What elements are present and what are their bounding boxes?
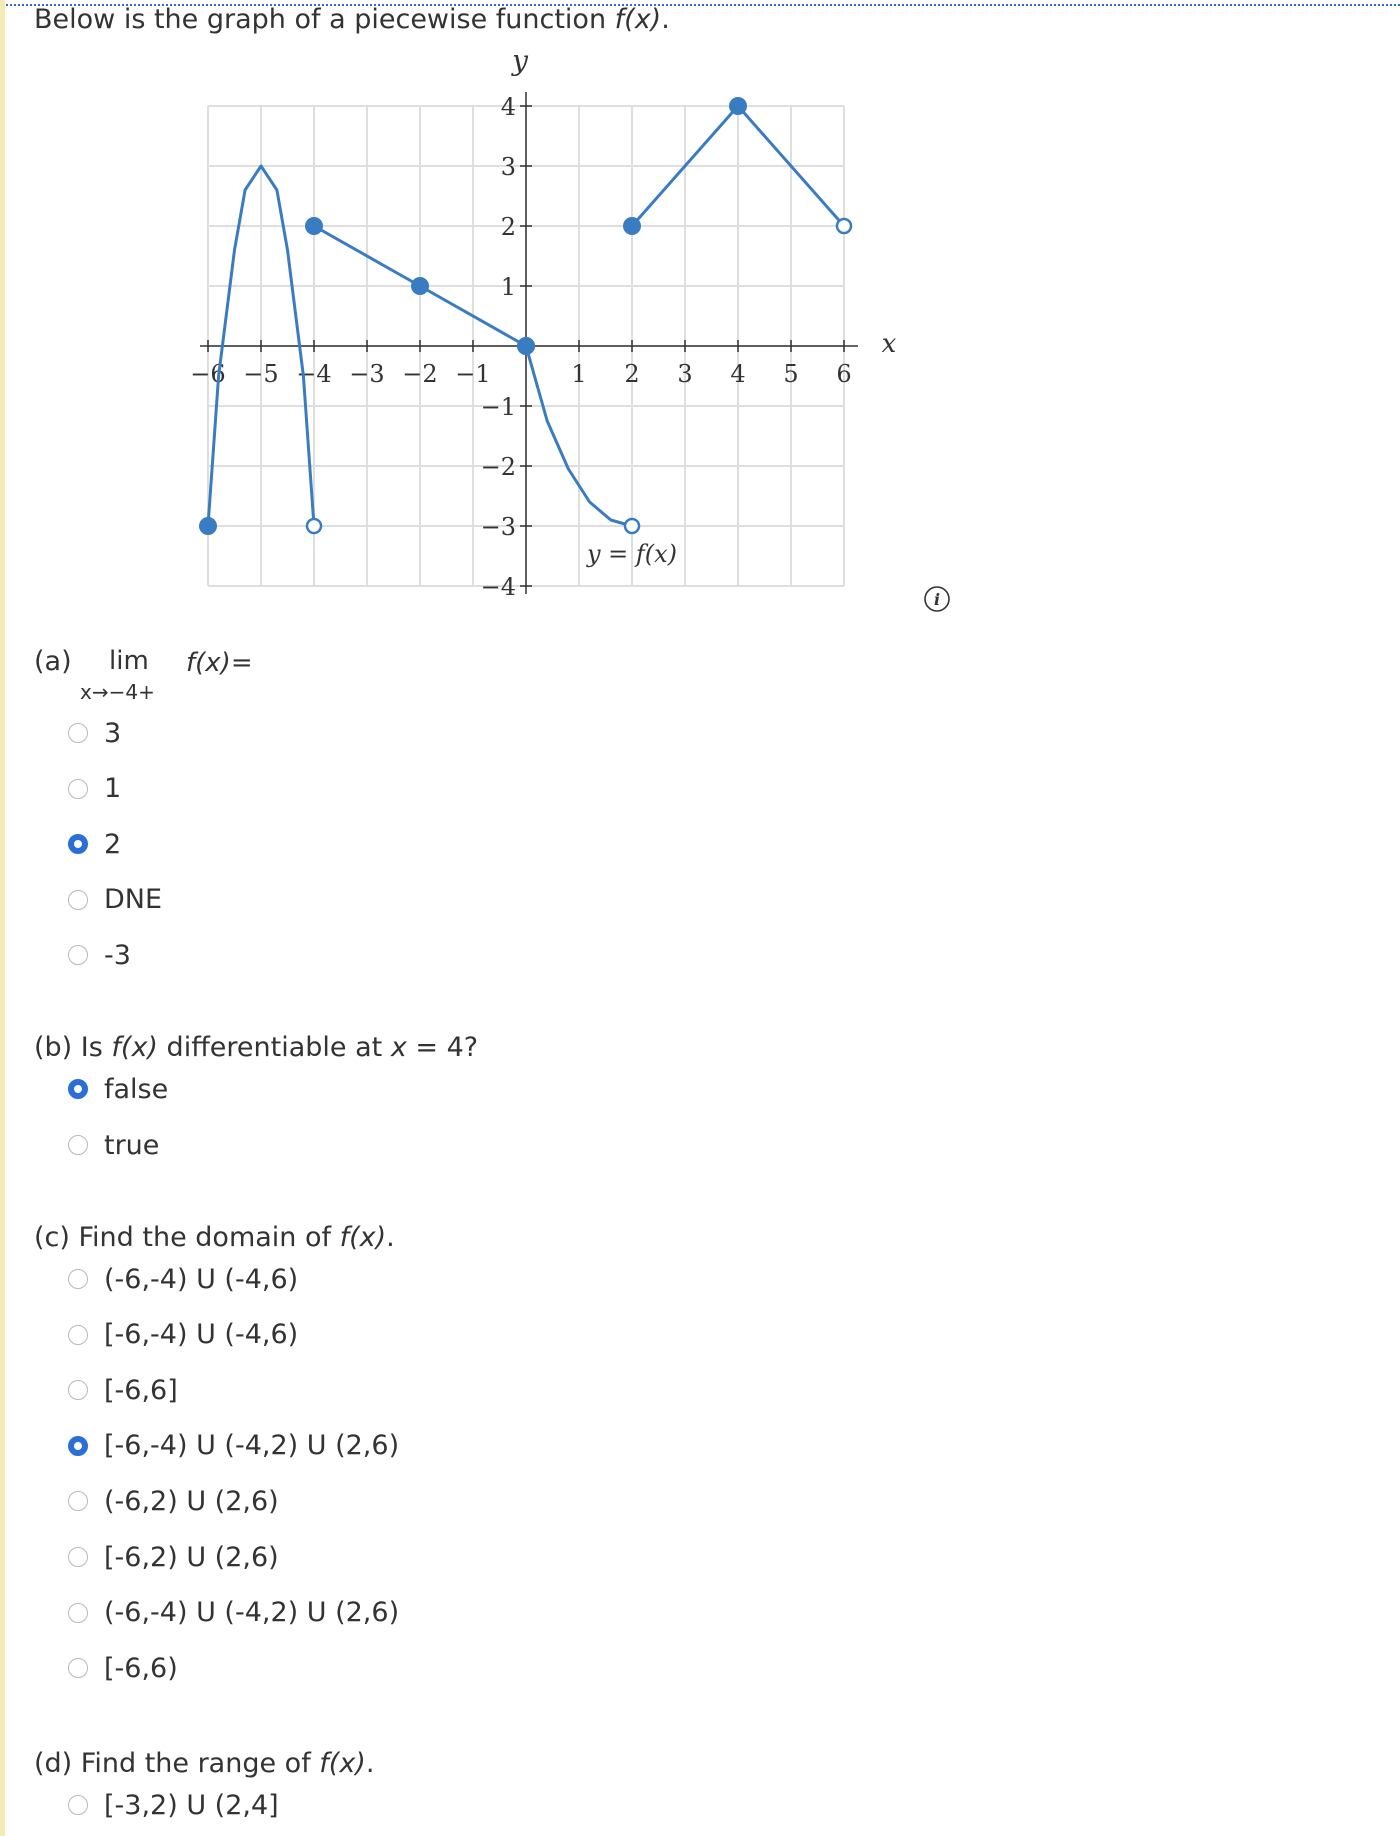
limit-subscript: x→−4+ xyxy=(80,680,155,704)
radio-button[interactable] xyxy=(68,1436,88,1456)
y-tick-label: −3 xyxy=(480,513,516,541)
y-axis-label: y xyxy=(512,44,528,77)
x-tick-label: −1 xyxy=(455,360,491,388)
question-d-prefix: (d) Find the range of xyxy=(34,1748,320,1779)
option-label: [-6,6) xyxy=(104,1652,178,1684)
option-label: true xyxy=(104,1129,160,1161)
radio-button[interactable] xyxy=(68,834,88,854)
question-b-var: x xyxy=(390,1032,407,1063)
question-c-label xyxy=(34,1222,395,1253)
option-label: [-6,-4) U (-4,2) U (2,6) xyxy=(104,1430,400,1462)
radio-button[interactable] xyxy=(68,1658,88,1678)
option-label: (-6,2) U (2,6) xyxy=(104,1485,279,1517)
y-tick-label: 4 xyxy=(500,93,516,121)
limit-function xyxy=(186,648,253,678)
question-c-func: f(x) xyxy=(339,1222,387,1253)
y-tick-label: −1 xyxy=(480,393,516,421)
open-endpoint xyxy=(837,219,851,233)
open-endpoint xyxy=(307,519,321,533)
limit-word: lim xyxy=(109,646,149,676)
x-tick-label: −2 xyxy=(402,360,438,388)
option-label: (-6,-4) U (-4,6) xyxy=(104,1263,299,1295)
intro-text: Below is the graph of a piecewise function xyxy=(34,4,615,35)
closed-endpoint xyxy=(623,217,641,235)
question-c-option[interactable] xyxy=(68,1262,298,1296)
option-label: [-3,2) U (2,4] xyxy=(104,1789,279,1821)
option-label: false xyxy=(104,1073,169,1105)
question-b-label xyxy=(34,1032,478,1063)
closed-endpoint xyxy=(517,337,535,355)
question-c-option[interactable] xyxy=(68,1540,279,1574)
option-label: [-6,-4) U (-4,6) xyxy=(104,1319,299,1351)
radio-button[interactable] xyxy=(68,1135,88,1155)
radio-button[interactable] xyxy=(68,1603,88,1623)
x-tick-label: 1 xyxy=(571,360,587,388)
question-b-option[interactable] xyxy=(68,1128,159,1162)
option-label: DNE xyxy=(104,884,163,916)
question-d-label xyxy=(34,1748,374,1779)
question-a-option[interactable] xyxy=(68,883,162,917)
intro-period: . xyxy=(661,4,670,35)
question-b-mid: differentiable at xyxy=(157,1032,391,1063)
question-c-prefix: (c) Find the domain of xyxy=(34,1222,340,1253)
x-tick-label: −5 xyxy=(243,360,279,388)
marked-point xyxy=(411,277,429,295)
y-tick-label: 1 xyxy=(500,273,516,301)
option-label: [-6,6] xyxy=(104,1374,178,1406)
question-b-option[interactable] xyxy=(68,1072,168,1106)
radio-button[interactable] xyxy=(68,1269,88,1289)
limit-function-text: f(x)= xyxy=(186,648,253,678)
radio-button[interactable] xyxy=(68,1547,88,1567)
question-c-option[interactable] xyxy=(68,1484,279,1518)
question-c-option[interactable] xyxy=(68,1596,399,1630)
x-tick-label: 2 xyxy=(624,360,640,388)
piecewise-graph xyxy=(170,40,897,620)
marked-point xyxy=(729,97,747,115)
question-c-option[interactable] xyxy=(68,1373,178,1407)
radio-button[interactable] xyxy=(68,890,88,910)
radio-button[interactable] xyxy=(68,945,88,965)
question-a-option[interactable] xyxy=(68,827,121,861)
open-endpoint xyxy=(625,519,639,533)
option-label: 2 xyxy=(104,828,122,860)
option-label: 1 xyxy=(104,773,122,805)
y-tick-label: −4 xyxy=(480,573,516,601)
radio-button[interactable] xyxy=(68,1795,88,1815)
radio-button[interactable] xyxy=(68,723,88,743)
option-label: 3 xyxy=(104,717,122,749)
option-label: (-6,-4) U (-4,2) U (2,6) xyxy=(104,1597,400,1629)
option-label: -3 xyxy=(104,939,131,971)
radio-button[interactable] xyxy=(68,779,88,799)
svg-text:i: i xyxy=(933,590,941,609)
question-d-func: f(x) xyxy=(319,1748,366,1779)
x-tick-label: 6 xyxy=(836,360,852,388)
radio-button[interactable] xyxy=(68,1491,88,1511)
question-d-suffix: . xyxy=(365,1748,375,1779)
radio-button[interactable] xyxy=(68,1380,88,1400)
intro-func: f(x) xyxy=(614,4,662,35)
question-a-label: (a) xyxy=(34,646,72,677)
question-c-option[interactable] xyxy=(68,1429,399,1463)
curve-label: y = f(x) xyxy=(586,540,678,568)
x-tick-label: 5 xyxy=(783,360,799,388)
option-label: [-6,2) U (2,6) xyxy=(104,1541,279,1573)
closed-endpoint xyxy=(305,217,323,235)
question-c-option[interactable] xyxy=(68,1651,178,1685)
question-intro xyxy=(34,4,670,35)
x-axis-label: x xyxy=(881,329,897,359)
question-d-option[interactable] xyxy=(68,1788,279,1822)
radio-button[interactable] xyxy=(68,1079,88,1099)
question-b-prefix: (b) Is xyxy=(34,1032,112,1063)
question-b-func: f(x) xyxy=(111,1032,158,1063)
y-tick-label: 2 xyxy=(500,213,516,241)
left-accent-bar xyxy=(0,0,5,1836)
x-tick-label: −3 xyxy=(349,360,385,388)
x-tick-label: 4 xyxy=(730,360,746,388)
question-a-option[interactable] xyxy=(68,938,131,972)
question-c-suffix: . xyxy=(386,1222,395,1253)
info-icon[interactable] xyxy=(923,585,951,613)
y-tick-label: 3 xyxy=(500,153,516,181)
y-tick-label: −2 xyxy=(480,453,516,481)
x-tick-label: −6 xyxy=(190,360,226,388)
question-b-suffix: = 4? xyxy=(406,1032,479,1063)
question-a-option[interactable] xyxy=(68,772,121,806)
x-tick-label: 3 xyxy=(677,360,693,388)
closed-endpoint xyxy=(199,517,217,535)
x-tick-label: −4 xyxy=(296,360,332,388)
radio-button[interactable] xyxy=(68,1325,88,1345)
question-a-option[interactable] xyxy=(68,716,121,750)
question-c-option[interactable] xyxy=(68,1318,298,1352)
